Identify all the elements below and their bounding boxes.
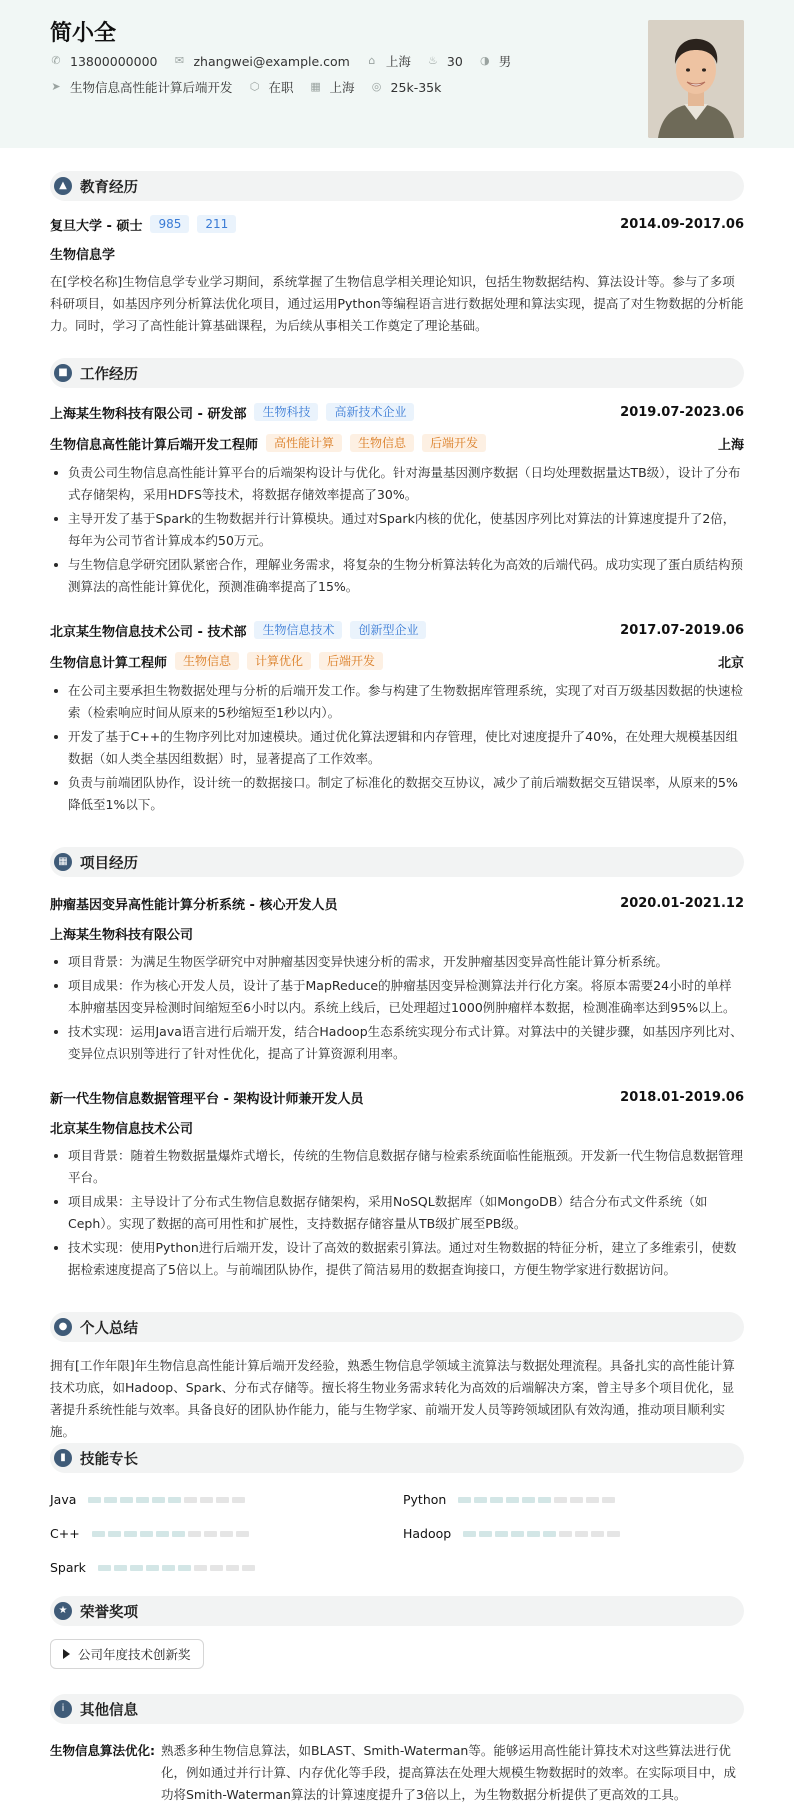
skill-segment-empty xyxy=(554,1497,567,1503)
email-text: zhangwei@example.com xyxy=(193,53,350,69)
work-company-row xyxy=(50,402,744,422)
list-item: 项目背景：为满足生物医学研究中对肿瘤基因变异快速分析的需求，开发肿瘤基因变异高性能计算分析系统。 xyxy=(50,951,744,973)
skill-segment-filled xyxy=(156,1531,169,1537)
work-location: 北京 xyxy=(717,655,744,671)
major-name: 生物信息学 xyxy=(50,248,116,263)
project-title: 肿瘤基因变异高性能计算分析系统 - 核心开发人员 xyxy=(50,897,338,913)
company-name: 北京某生物信息技术公司 - 技术部 xyxy=(50,624,247,640)
list-item: 技术实现：使用Python进行后端开发，设计了高效的数据索引算法。通过对生物数据的特征分析，建立了多维索引，使数据检索速度提高了5倍以上。与前端团队协作，提供了简洁易用的数据查询接口，方便生物学家进行数据访问。 xyxy=(50,1237,744,1281)
skill-segment-filled xyxy=(162,1565,175,1571)
skill-segment-filled xyxy=(495,1531,508,1537)
skill-segment-empty xyxy=(216,1497,229,1503)
phone-item xyxy=(50,54,157,69)
skill-level-bar xyxy=(98,1565,258,1571)
skill-segment-filled xyxy=(98,1565,111,1571)
project-bullets xyxy=(50,951,744,1067)
education-row xyxy=(50,214,744,234)
skill-segment-filled xyxy=(92,1531,105,1537)
skill-segment-empty xyxy=(586,1497,599,1503)
skill-name: Java xyxy=(50,1492,77,1507)
project-date: 2020.01-2021.12 xyxy=(620,895,744,911)
mail-icon: ✉ xyxy=(174,54,185,67)
skill-segment-empty xyxy=(242,1565,255,1571)
skill-segment-filled xyxy=(152,1497,165,1503)
home-icon: ⌂ xyxy=(368,54,376,67)
skill-segment-filled xyxy=(146,1565,159,1571)
skill-segment-filled xyxy=(168,1497,181,1503)
section-title: 个人总结 xyxy=(80,1320,138,1337)
skill-segment-empty xyxy=(188,1531,201,1537)
role-tag: 生物信息 xyxy=(350,434,414,452)
skill-segment-empty xyxy=(607,1531,620,1537)
gender-text: 男 xyxy=(498,54,512,69)
company-tag: 高新技术企业 xyxy=(326,403,414,421)
gender-item xyxy=(479,52,512,70)
skill-segment-filled xyxy=(543,1531,556,1537)
skill-segment-empty xyxy=(204,1531,217,1537)
user-icon: ● xyxy=(54,1318,72,1336)
skill-segment-empty xyxy=(184,1497,197,1503)
skill-segment-empty xyxy=(232,1497,245,1503)
role-tag: 高性能计算 xyxy=(266,434,342,452)
contact-row xyxy=(50,52,527,70)
skill-segment-filled xyxy=(463,1531,476,1537)
company-name: 上海某生物科技有限公司 - 研发部 xyxy=(50,406,247,422)
skill-segment-filled xyxy=(140,1531,153,1537)
skill-segment-empty xyxy=(194,1565,207,1571)
summary-text: 拥有[工作年限]年生物信息高性能计算后端开发经验，熟悉生物信息学领域主流算法与数据处理流程。具备扎实的高性能计算技术功底，如Hadoop、Spark、分布式存储等。擅长将生物业务需求转化为高效的后端解决方案，曾主导多个项目优化，显著提升系统性能与效率。具备良好的团队协作能力，能与生物学家、前端开发人员等跨领域团队有效沟通，推动项目顺利实施。 xyxy=(50,1358,735,1439)
skill-item xyxy=(403,1526,623,1541)
info-icon: i xyxy=(54,1700,72,1718)
skill-segment-filled xyxy=(506,1497,519,1503)
skill-segment-filled xyxy=(458,1497,471,1503)
skill-segment-empty xyxy=(602,1497,615,1503)
skill-segment-empty xyxy=(220,1531,233,1537)
skill-level-bar xyxy=(458,1497,618,1503)
skill-segment-filled xyxy=(511,1531,524,1537)
skill-segment-filled xyxy=(104,1497,117,1503)
role-tag: 后端开发 xyxy=(319,652,383,670)
work-city-item xyxy=(310,78,355,96)
section-projects-header xyxy=(50,847,744,877)
role-tag: 后端开发 xyxy=(422,434,486,452)
work-date: 2019.07-2023.06 xyxy=(620,404,744,420)
section-title: 教育经历 xyxy=(80,179,138,196)
company-tag: 生物信息技术 xyxy=(254,621,342,639)
project-date: 2018.01-2019.06 xyxy=(620,1089,744,1105)
skill-segment-filled xyxy=(114,1565,127,1571)
section-other-header xyxy=(50,1694,744,1724)
skill-name: Python xyxy=(403,1492,447,1507)
school-name: 复旦大学 - 硕士 xyxy=(50,218,143,234)
skill-name: Hadoop xyxy=(403,1526,452,1541)
skill-item xyxy=(403,1492,618,1507)
list-item: 负责与前端团队协作，设计统一的数据接口。制定了标准化的数据交互协议，减少了前后端数据交互错误率，从原来的5%降低至1%以下。 xyxy=(50,772,744,816)
section-title: 其他信息 xyxy=(80,1702,138,1719)
position-item xyxy=(50,78,233,96)
building-icon: ▦ xyxy=(310,80,321,93)
skill-segment-filled xyxy=(479,1531,492,1537)
company-tag: 创新型企业 xyxy=(350,621,426,639)
list-item: 项目背景：随着生物数据量爆炸式增长，传统的生物信息数据存储与检索系统面临性能瓶颈。开发新一代生物信息数据管理平台。 xyxy=(50,1145,744,1189)
project-company: 北京某生物信息技术公司 xyxy=(50,1122,194,1137)
skill-segment-filled xyxy=(172,1531,185,1537)
profile-photo xyxy=(648,20,744,138)
skill-segment-filled xyxy=(120,1497,133,1503)
skill-name: Spark xyxy=(50,1560,86,1575)
list-item: 开发了基于C++的生物序列比对加速模块。通过优化算法逻辑和内存管理，使比对速度提升了40%，在处理大规模基因组数据（如人类全基因组数据）时，显著提高了工作效率。 xyxy=(50,726,744,770)
city-text: 上海 xyxy=(385,54,411,69)
project-company: 上海某生物科技有限公司 xyxy=(50,928,194,943)
grid-icon: ▦ xyxy=(54,853,72,871)
skill-segment-empty xyxy=(210,1565,223,1571)
phone-icon: ✆ xyxy=(51,54,61,67)
skill-segment-filled xyxy=(130,1565,143,1571)
education-description: 在[学校名称]生物信息学专业学习期间，系统掌握了生物信息学相关理论知识，包括生物数据结构、算法设计等。参与了多项科研项目，如基因序列分析算法优化项目，通过运用Python等编程语言进行数据处理和算法实现，提高了对生物数据的分析能力。同时，学习了高性能计算基础课程，为后续从事相关工作奠定了理论基础。 xyxy=(50,274,744,333)
skill-segment-empty xyxy=(591,1531,604,1537)
chart-icon: ▮ xyxy=(54,1449,72,1467)
age-item xyxy=(427,54,463,69)
section-title: 工作经历 xyxy=(80,366,138,383)
work-bullets xyxy=(50,462,744,600)
skill-segment-empty xyxy=(559,1531,572,1537)
company-tag: 生物科技 xyxy=(254,403,318,421)
school-tag: 211 xyxy=(197,215,236,233)
award-text: 公司年度技术创新奖 xyxy=(78,1647,191,1662)
work-bullets xyxy=(50,680,744,818)
list-item: 负责公司生物信息高性能计算平台的后端架构设计与优化。针对海量基因测序数据（日均处理数据量达TB级），设计了分布式存储架构，采用HDFS等技术，将数据存储效率提高了30%。 xyxy=(50,462,744,506)
section-work-header xyxy=(50,358,744,388)
job-title: 生物信息计算工程师 xyxy=(50,655,168,671)
work-location: 上海 xyxy=(717,437,744,453)
city-item xyxy=(366,52,411,70)
skill-segment-filled xyxy=(108,1531,121,1537)
skill-segment-empty xyxy=(236,1531,249,1537)
project-bullets xyxy=(50,1145,744,1283)
work-date: 2017.07-2019.06 xyxy=(620,622,744,638)
project-title: 新一代生物信息数据管理平台 - 架构设计师兼开发人员 xyxy=(50,1091,364,1107)
skill-item xyxy=(50,1492,248,1507)
skill-item xyxy=(50,1526,252,1541)
gender-icon: ◑ xyxy=(479,54,490,67)
skill-segment-filled xyxy=(136,1497,149,1503)
status-item xyxy=(249,78,294,96)
other-text: 熟悉多种生物信息算法，如BLAST、Smith-Waterman等。能够运用高性能计算技术对这些算法进行优化，例如通过并行计算、内存优化等手段，提高算法在处理大规模生物数据时的效率。在实际项目中，成功将Smith-Waterman算法的计算速度提升了3倍以上，为生物数据分析提供了更高效的工具。 xyxy=(161,1743,737,1802)
resume-header xyxy=(0,0,794,148)
skill-segment-filled xyxy=(538,1497,551,1503)
award-icon: ★ xyxy=(54,1602,72,1620)
skill-level-bar xyxy=(92,1531,252,1537)
skill-segment-empty xyxy=(570,1497,583,1503)
section-title: 技能专长 xyxy=(80,1451,138,1468)
work-role-row xyxy=(50,433,744,453)
status-text: 在职 xyxy=(268,80,294,95)
list-item: 项目成果：主导设计了分布式生物信息数据存储架构，采用NoSQL数据库（如MongoDB）结合分布式文件系统（如Ceph）。实现了数据的高可用性和扩展性，支持数据存储容量从TB级扩展至PB级。 xyxy=(50,1191,744,1235)
skill-segment-filled xyxy=(124,1531,137,1537)
skill-item xyxy=(50,1560,258,1575)
other-label: 生物信息算法优化: xyxy=(50,1743,155,1758)
work-role-row xyxy=(50,651,744,671)
phone-text: 13800000000 xyxy=(70,53,158,69)
candidate-name: 简小全 xyxy=(50,21,117,46)
award-item[interactable] xyxy=(50,1639,204,1669)
skill-segment-filled xyxy=(474,1497,487,1503)
project-title-row xyxy=(50,1087,744,1107)
section-summary-header xyxy=(50,1312,744,1342)
school-tag: 985 xyxy=(150,215,189,233)
play-triangle-icon xyxy=(63,1649,70,1659)
skill-level-bar xyxy=(88,1497,248,1503)
skill-segment-filled xyxy=(522,1497,535,1503)
education-date: 2014.09-2017.06 xyxy=(620,216,744,232)
work-company-row xyxy=(50,620,744,640)
position-text: 生物信息高性能计算后端开发 xyxy=(70,80,233,95)
skill-segment-empty xyxy=(200,1497,213,1503)
skill-segment-filled xyxy=(178,1565,191,1571)
cake-icon: ♨ xyxy=(427,54,438,67)
salary-item xyxy=(371,80,442,95)
job-title: 生物信息高性能计算后端开发工程师 xyxy=(50,437,259,453)
email-item xyxy=(173,54,349,69)
skill-level-bar xyxy=(463,1531,623,1537)
money-icon: ◎ xyxy=(371,80,382,93)
list-item: 项目成果：作为核心开发人员，设计了基于MapReduce的肿瘤基因变异检测算法并行化方案。将原本需要24小时的单样本肿瘤基因变异检测时间缩短至6小时以内。系统上线后，已处理超过1000例肿瘤样本数据，检测准确率达到95%以上。 xyxy=(50,975,744,1019)
section-education-header xyxy=(50,171,744,201)
project-title-row xyxy=(50,893,744,913)
status-icon: ⬡ xyxy=(249,80,260,93)
graduation-cap-icon: ▲ xyxy=(54,177,72,195)
section-skills-header xyxy=(50,1443,744,1473)
list-item: 与生物信息学研究团队紧密合作，理解业务需求，将复杂的生物分析算法转化为高效的后端代码。成功实现了蛋白质结构预测算法的高性能计算优化，预测准确率提高了15%。 xyxy=(50,554,744,598)
age-text: 30 xyxy=(446,53,463,69)
section-title: 荣誉奖项 xyxy=(80,1604,138,1621)
salary-text: 25k-35k xyxy=(390,79,442,95)
skill-segment-filled xyxy=(527,1531,540,1537)
section-awards-header xyxy=(50,1596,744,1626)
skill-segment-empty xyxy=(575,1531,588,1537)
skill-segment-filled xyxy=(88,1497,101,1503)
other-info-row xyxy=(50,1740,744,1806)
skill-segment-filled xyxy=(490,1497,503,1503)
role-tag: 生物信息 xyxy=(175,652,239,670)
briefcase-icon: ■ xyxy=(54,364,72,382)
send-icon: ➤ xyxy=(51,80,61,93)
list-item: 技术实现：运用Java语言进行后端开发，结合Hadoop生态系统实现分布式计算。对算法中的关键步骤，如基因序列比对、变异位点识别等进行了针对性优化，提高了计算资源利用率。 xyxy=(50,1021,744,1065)
section-title: 项目经历 xyxy=(80,855,138,872)
skill-name: C++ xyxy=(50,1526,80,1541)
list-item: 主导开发了基于Spark的生物数据并行计算模块。通过对Spark内核的优化，使基因序列比对算法的计算速度提升了2倍，每年为公司节省计算成本约50万元。 xyxy=(50,508,744,552)
list-item: 在公司主要承担生物数据处理与分析的后端开发工作。参与构建了生物数据库管理系统，实现了对百万级基因数据的快速检索（检索响应时间从原来的5秒缩短至1秒以内）。 xyxy=(50,680,744,724)
work-city-text: 上海 xyxy=(329,80,355,95)
skill-segment-empty xyxy=(226,1565,239,1571)
job-intent-row xyxy=(50,78,457,96)
portrait-image xyxy=(648,20,744,138)
role-tag: 计算优化 xyxy=(247,652,311,670)
